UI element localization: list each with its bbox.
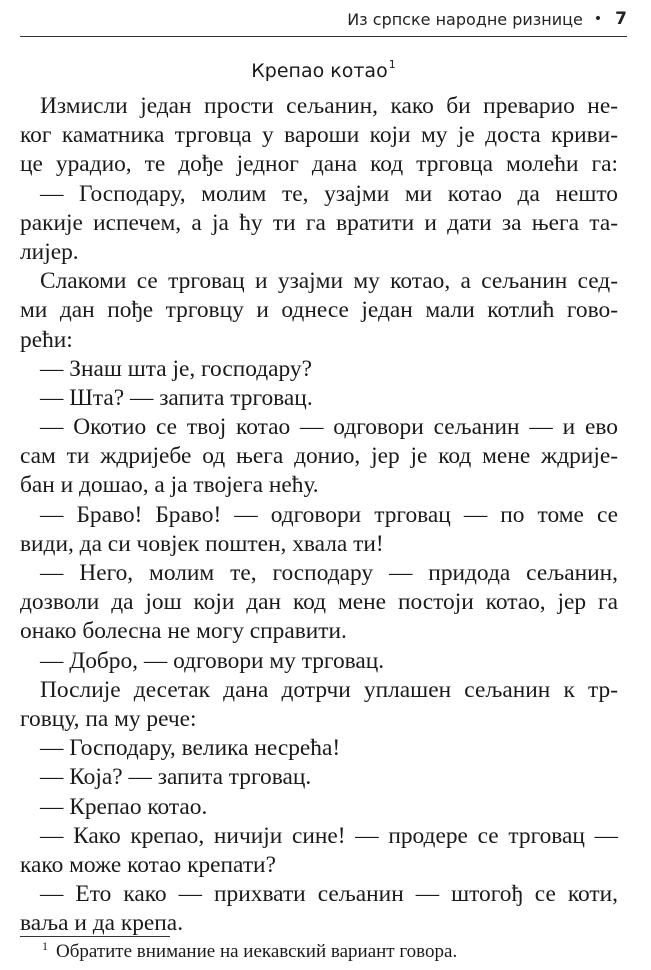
text-line: — Која? — запита трговац. xyxy=(40,764,312,791)
footnote-reference: 1 xyxy=(388,58,396,71)
footnote-rule xyxy=(20,936,170,937)
text-line: ми дан пође трговцу и однесе један мали котлић гово- xyxy=(20,297,618,324)
text-line: — Браво! Браво! — одговори трговац — по томе се xyxy=(40,501,618,528)
footnote xyxy=(20,940,627,964)
text-line: — Него, молим те, господару — придода сељанин, xyxy=(40,560,618,586)
text-line: — Господару, велика несрећа! xyxy=(40,735,341,762)
text-line: — Добро, — одговори му трговац. xyxy=(40,647,385,674)
story-title-text: Крепао котао xyxy=(251,60,388,82)
text-line: говцу, па му рече: xyxy=(20,705,197,732)
header-separator: • xyxy=(593,11,603,27)
text-line: — Господару, молим те, узајми ми котао да нешто xyxy=(40,180,618,207)
running-header-title: Из српске народне ризнице xyxy=(347,9,583,29)
text-line: це урадио, те дође једног дана код трговца молећи га: xyxy=(20,151,618,178)
text-line: — Како крепао, ничији сине! — продере се трговац — xyxy=(40,822,618,849)
text-line: онако болесна не могу справити. xyxy=(20,618,347,645)
header-rule xyxy=(20,36,627,37)
text-line: Послије десетак дана дотрчи уплашен сељанин к тр- xyxy=(40,676,618,703)
text-line: како може котао крепати? xyxy=(20,851,276,878)
text-line: — Окотио се твој котао — одговори сељанин — и ево xyxy=(40,414,618,441)
text-line: дозволи да још који дан код мене постоји котао, јер га xyxy=(20,589,618,616)
running-header xyxy=(20,6,627,32)
page-number: 7 xyxy=(615,9,627,29)
text-line: лијер. xyxy=(20,238,79,265)
text-line: ракије испечем, а ја ћу ти га вратити и дати за њега та- xyxy=(20,209,618,236)
text-line: — Знаш шта је, господару? xyxy=(40,355,312,382)
story-title xyxy=(20,58,627,84)
text-line: сам ти ждријебе од њега донио, јер је код мене ждрије- xyxy=(20,443,618,470)
text-line: ваља и да крепа. xyxy=(20,910,184,937)
text-line: — Ето како — прихвати сељанин — штогођ се коти, xyxy=(40,881,618,908)
footnote-marker: 1 xyxy=(42,939,48,953)
story-body xyxy=(20,92,618,938)
text-line: рећи: xyxy=(20,326,73,353)
footnote-text: Обратите внимание на иекавский вариант говора. xyxy=(56,941,458,962)
text-line: — Шта? — запита трговац. xyxy=(40,384,313,411)
text-line: Слакоми се трговац и узајми му котао, а сељанин сед- xyxy=(40,268,618,295)
text-line: — Крепао котао. xyxy=(40,793,208,820)
text-line: ког каматника трговца у вароши који му је доста криви- xyxy=(20,122,618,149)
text-line: Измисли један прости сељанин, како би преварио не- xyxy=(40,93,618,119)
text-line: бан и дошао, а ја твојега нећу. xyxy=(20,472,319,499)
text-line: види, да си човјек поштен, хвала ти! xyxy=(20,530,384,557)
